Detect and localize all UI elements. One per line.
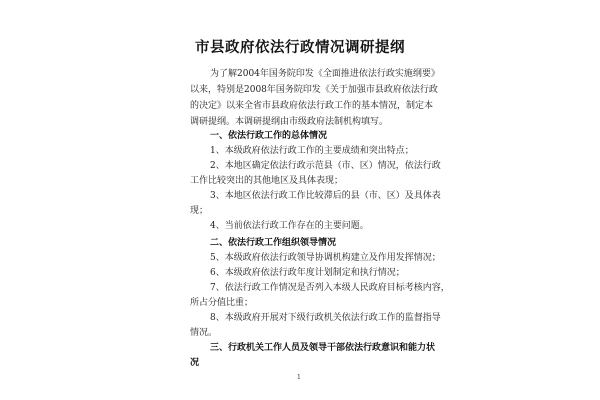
intro-line: 为了解2004年国务院印发《全面推进依法行政实施纲要》 — [210, 69, 440, 79]
intro-line: 的决定》以来全省市县政府依法行政工作的基本情况，制定本 — [190, 101, 434, 111]
document-title: 市县政府依法行政情况调研提纲 — [195, 40, 405, 56]
section-heading-1: 一、依法行政工作的总体情况 — [210, 131, 328, 141]
page-number: 1 — [297, 374, 301, 381]
section-heading-3: 三、行政机关工作人员及领导干部依法行政意识和能力状 — [210, 343, 436, 353]
list-item: 4、当前依法行政工作存在的主要问题。 — [210, 221, 369, 231]
list-item: 5、本级政府依法行政领导协调机构建立及作用发挥情况； — [210, 253, 441, 263]
list-item: 3、本地区依法行政工作比较滞后的县（市、区）及具体表 — [210, 191, 441, 201]
intro-line: 调研提纲。本调研提纲由市级政府法制机构填写。 — [190, 117, 389, 127]
list-item: 1、本级政府依法行政工作的主要成绩和突出特点； — [210, 146, 414, 156]
section-heading-2: 二、依法行政工作组织领导情况 — [210, 238, 337, 248]
intro-line: 以来，特别是2008年国务院印发《关于加强市县政府依法行政 — [190, 85, 438, 95]
list-item-continued: 现； — [190, 206, 209, 216]
list-item: 7、依法行政工作情况是否列入本级人民政府目标考核内容， — [210, 283, 450, 293]
list-item: 2、本地区确定依法行政示范县（市、区）情况，依法行政 — [210, 161, 441, 171]
list-item: 6、本级政府依法行政年度计划制定和执行情况； — [210, 268, 405, 278]
list-item: 8、本级政府开展对下级行政机关依法行政工作的监督指导 — [210, 313, 441, 323]
list-item-continued: 工作比较突出的其他地区及具体表现； — [190, 176, 344, 186]
list-item-continued: 所占分值比重； — [190, 298, 254, 308]
section-heading-3-continued: 况 — [190, 358, 200, 368]
list-item-continued: 情况。 — [190, 328, 218, 338]
